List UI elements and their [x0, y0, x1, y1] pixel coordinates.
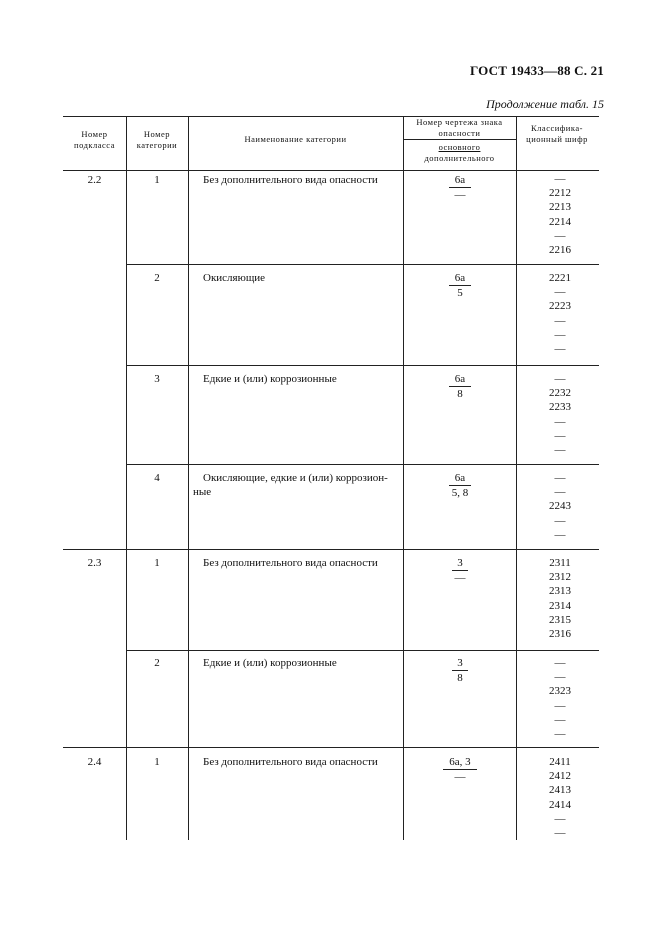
cell-sign	[430, 272, 490, 299]
code: —	[554, 528, 566, 541]
code: —	[554, 812, 566, 825]
cell-codes	[530, 271, 590, 356]
code: —	[554, 444, 566, 457]
code: —	[554, 314, 566, 327]
cell-codes	[530, 172, 590, 257]
cell-name: Едкие и (или) коррозионные	[203, 373, 337, 385]
code: —	[554, 514, 566, 527]
sign-main: 6а	[449, 174, 471, 188]
header-sign: Номер чертежа знака опасности	[416, 117, 503, 138]
code: 2411	[549, 756, 571, 768]
cell-category: 2	[154, 657, 160, 669]
table-top-border	[63, 116, 599, 117]
cell-sign	[430, 557, 490, 584]
group-divider	[63, 549, 599, 550]
sign-main: 3	[452, 657, 468, 671]
header-subclass: Номер подкласса	[74, 129, 115, 150]
code: —	[554, 429, 566, 442]
page-header: ГОСТ 19433—88 С. 21	[470, 63, 604, 78]
code: —	[554, 229, 566, 242]
code: —	[554, 343, 566, 356]
code: 2223	[549, 300, 571, 313]
cell-category: 1	[154, 174, 160, 186]
row-divider	[126, 365, 599, 366]
cell-codes	[530, 372, 590, 457]
cell-sign	[430, 657, 490, 684]
cell-name-line2: ные	[193, 486, 212, 498]
code: 2323	[549, 685, 571, 698]
code: —	[554, 373, 566, 385]
code: —	[554, 713, 566, 726]
sign-extra: 8	[457, 388, 463, 400]
code: 2312	[549, 571, 571, 584]
sign-subheader-divider	[403, 139, 516, 140]
row-divider	[126, 650, 599, 651]
code: —	[554, 173, 566, 185]
cell-name: Без дополнительного вида опасности	[203, 557, 378, 569]
cell-name: Без дополнительного вида опасности	[203, 756, 378, 768]
cell-sign	[430, 373, 490, 400]
code: 2214	[549, 215, 571, 228]
header-sign-extra: дополнительного	[424, 153, 495, 163]
cell-category: 4	[154, 472, 160, 484]
row-divider	[126, 264, 599, 265]
code: 2316	[549, 628, 571, 641]
sign-main: 6а	[449, 472, 471, 486]
column-divider	[403, 116, 404, 840]
code: 2311	[549, 557, 571, 569]
code: —	[554, 415, 566, 428]
code: —	[554, 657, 566, 669]
header-code: Классифика-ционный шифр	[526, 123, 588, 144]
code: 2414	[549, 798, 571, 811]
header-sign-main: основного	[438, 142, 481, 152]
code: —	[554, 671, 566, 684]
sign-extra: 5, 8	[451, 487, 469, 499]
sign-extra: 5	[457, 287, 463, 299]
sign-main: 6а	[449, 373, 471, 387]
header-name: Наименование категории	[244, 134, 347, 144]
code: 2232	[549, 387, 571, 400]
cell-codes	[530, 656, 590, 741]
cell-sign	[430, 756, 490, 783]
cell-codes	[530, 471, 590, 542]
table-continuation-label: Продолжение табл. 15	[486, 97, 604, 111]
cell-category: 1	[154, 557, 160, 569]
column-divider	[516, 116, 517, 840]
code: —	[554, 328, 566, 341]
group-divider	[63, 747, 599, 748]
code: —	[554, 472, 566, 484]
code: 2315	[549, 613, 571, 626]
header-bottom-border	[63, 170, 599, 171]
cell-subclass: 2.3	[87, 557, 102, 569]
cell-subclass: 2.2	[87, 174, 102, 186]
code: 2233	[549, 401, 571, 414]
code: —	[554, 486, 566, 499]
header-category: Номер категории	[136, 129, 178, 150]
cell-codes	[530, 556, 590, 641]
cell-category: 1	[154, 756, 160, 768]
sign-extra: —	[454, 189, 466, 201]
code: 2213	[549, 201, 571, 214]
code: 2412	[549, 770, 571, 783]
code: 2314	[549, 599, 571, 612]
cell-category: 2	[154, 272, 160, 284]
cell-name: Окисляющие	[203, 272, 266, 284]
cell-name: Без дополнительного вида опасности	[203, 174, 378, 186]
sign-extra: —	[454, 771, 466, 783]
sign-main: 6а	[449, 272, 471, 286]
code: 2212	[549, 187, 571, 200]
code: —	[554, 827, 566, 840]
code: 2216	[549, 244, 571, 257]
cell-name-line1: Окисляющие, едкие и (или) коррозион-	[203, 472, 388, 484]
code: 2413	[549, 784, 571, 797]
code: 2243	[549, 500, 571, 513]
sign-main: 6а, 3	[443, 756, 477, 770]
code: —	[554, 699, 566, 712]
cell-name: Едкие и (или) коррозионные	[203, 657, 337, 669]
row-divider	[126, 464, 599, 465]
code: —	[554, 286, 566, 299]
sign-main: 3	[452, 557, 468, 571]
cell-category: 3	[154, 373, 160, 385]
sign-extra: —	[454, 572, 466, 584]
cell-sign	[430, 472, 490, 499]
code: —	[554, 728, 566, 741]
code: 2313	[549, 585, 571, 598]
cell-codes	[530, 755, 590, 840]
cell-sign	[430, 174, 490, 201]
cell-subclass: 2.4	[87, 756, 102, 768]
column-divider	[188, 116, 189, 840]
sign-extra: 8	[457, 672, 463, 684]
code: 2221	[549, 272, 571, 284]
